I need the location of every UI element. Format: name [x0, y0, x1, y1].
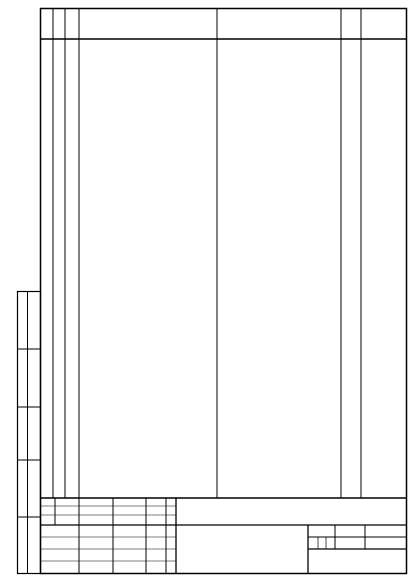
side-stamp-grid [18, 349, 41, 517]
frame [18, 9, 407, 574]
title-block-grid [41, 498, 407, 574]
table-grid [41, 9, 407, 499]
